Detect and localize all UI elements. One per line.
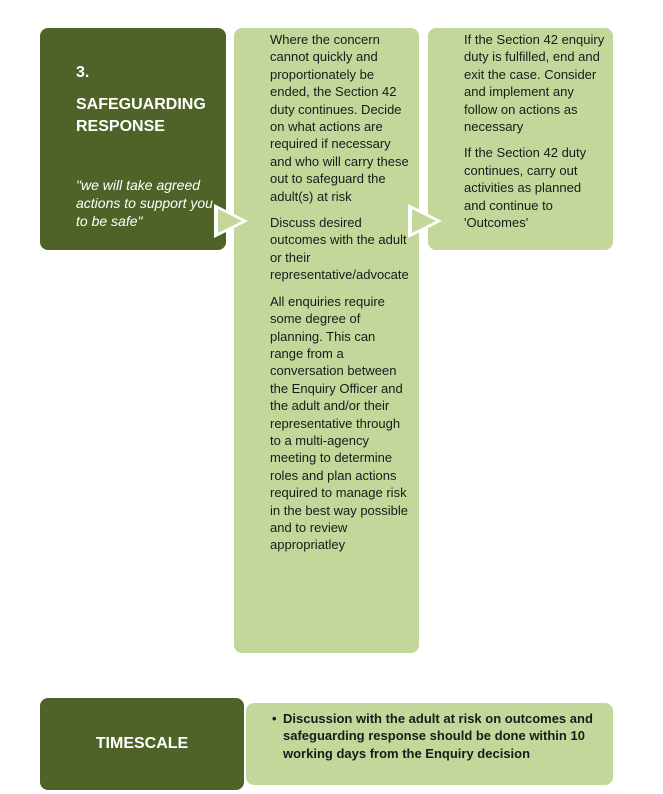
- timescale-detail-box: [246, 703, 613, 785]
- timescale-bullet-text: Discussion with the adult at risk on outcomes and safeguarding response should be done within 10 working days from the Enquiry decision: [283, 711, 593, 761]
- stage-box: [40, 28, 226, 250]
- bullet-icon: •: [272, 711, 277, 726]
- actions-paragraph: Discuss desired outcomes with the adult or their representative/advocate: [270, 215, 409, 283]
- actions-paragraph: Where the concern cannot quickly and proportionately be ended, the Section 42 duty continues. Decide on what actions are required if necessary and who will carry these out to safeguard the adult(s) at risk: [270, 32, 409, 204]
- actions-paragraphs: [270, 31, 410, 563]
- stage-number: 3.: [76, 64, 90, 81]
- stage-title: SAFEGUARDING RESPONSE: [76, 96, 206, 136]
- flow-arrow-icon: [412, 209, 436, 233]
- actions-box: [234, 28, 419, 653]
- timescale-bullet: [272, 710, 600, 762]
- flow-arrow-icon: [218, 209, 242, 233]
- exit-paragraph: If the Section 42 duty continues, carry out activities as planned and continue to 'Outcomes': [464, 145, 587, 231]
- exit-paragraph: If the Section 42 enquiry duty is fulfilled, end and exit the case. Consider and implement any follow on actions as necessary: [464, 32, 605, 135]
- timescale-bullet-list: [272, 710, 600, 762]
- timescale-title: TIMESCALE: [95, 735, 189, 752]
- stage-quote: "we will take agreed actions to support you to be safe": [76, 177, 213, 230]
- exit-paragraphs: [464, 31, 606, 240]
- exit-box: [428, 28, 613, 250]
- timescale-box: [40, 698, 244, 790]
- actions-paragraph: All enquiries require some degree of planning. This can range from a conversation between the Enquiry Officer and the adult and/or their representative through to a multi-agency meeting to determine roles and plan actions required to manage risk in the best way possible and to review appropriatley: [270, 293, 409, 553]
